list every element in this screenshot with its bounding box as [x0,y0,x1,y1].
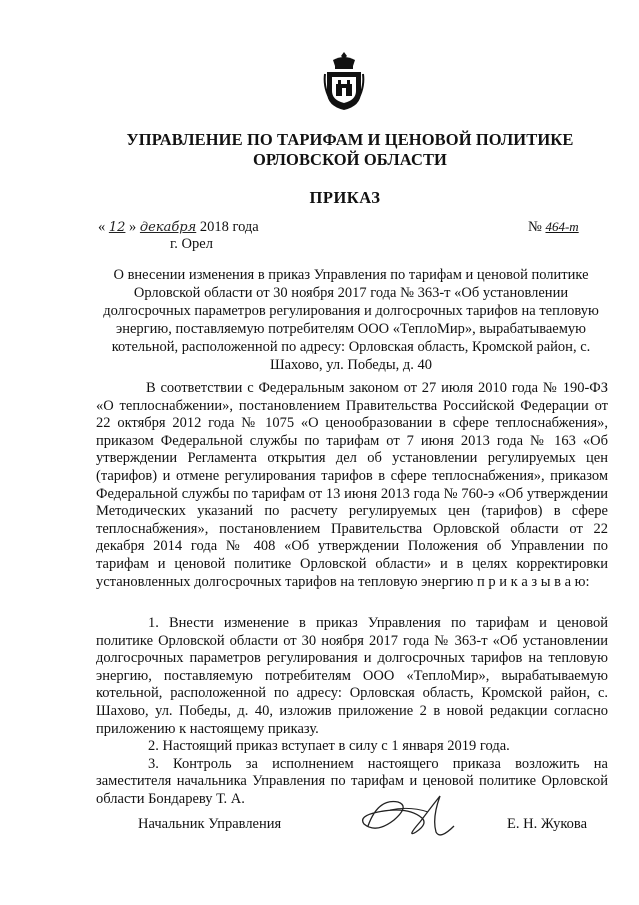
preamble [96,380,608,591]
date-day: 12 [108,220,126,235]
org-line-1: УПРАВЛЕНИЕ ПО ТАРИФАМ И ЦЕНОВОЙ ПОЛИТИКЕ [126,130,574,149]
order-items [96,615,608,809]
date-quote-close: » [129,219,137,235]
org-line-2: ОРЛОВСКОЙ ОБЛАСТИ [252,150,447,169]
preamble-text: В соответствии с Федеральным законом от 27 июля 2010 года № 190-ФЗ «О теплоснабжении», постановлением Правительства Российской Федерации от 22 октября 2012 года № 1075 «О ценообразовании в сфере теплоснабжения», приказом Федеральной службы по тарифам от 7 июня 2013 года № 163 «Об утверждении Регламента открытия дел об установлении регулируемых цен (тарифов) и отмене регулирования тарифов в сфере теплоснабжения», приказом Федеральной службы по тарифам от 13 июня 2013 года № 760-э «Об утверждении Методических указаний по расчету регулируемых цен (тарифов) в сфере теплоснабжения», постановлением Правительства Орловской области от 22 декабря 2014 года № 408 «Об утверждении Положения об Управлении по тарифам и ценовой политике Орловской области» и в целях корректировки установленных долгосрочных тарифов на тепловую энергию п р и к а з ы в а ю: [96,380,608,590]
order-date [98,219,259,236]
order-subject: О внесении изменения в приказ Управления по тарифам и ценовой политике Орловской области от 30 ноября 2017 года № 363-т «Об установлении долгосрочных параметров регулирования и долгосрочных тарифов на тепловую энергию, поставляемую потребителям ООО «ТеплоМир», вырабатываемую котельной, расположенной по адресу: Орловская область, Кромской район, с. Шахово, ул. Победы, д. 40 [103,267,599,373]
date-year: 2018 года [199,219,259,235]
document-type: ПРИКАЗ [309,188,381,207]
order-item: 1. Внести изменение в приказ Управления по тарифам и ценовой политике Орловской области от 30 ноября 2017 года № 363-т «Об установлении долгосрочных параметров регулирования и долгосрочных тарифов на тепловую энергию, поставляемую потребителям ООО «ТеплоМир», вырабатываемую котельной, расположенной по адресу: Орловская область, Кромской район, с. Шахово, ул. Победы, д. 40, изложив приложение 2 в новой редакции согласно приложению к настоящему приказу. [96,615,608,737]
date-quote-open: « [98,219,106,235]
handwritten-signature-icon [350,788,460,848]
signatory-title: Начальник Управления [138,816,282,832]
order-city: г. Орел [170,236,213,252]
order-item: 3. Контроль за исполнением настоящего приказа возложить на заместителя начальника Управления по тарифам и ценовой политике Орловской области Бондареву Т. А. [96,755,608,807]
order-item: 2. Настоящий приказ вступает в силу с 1 января 2019 года. [148,738,510,755]
number-value: 464-т [545,219,579,234]
order-number [528,219,579,236]
date-month: декабря [139,220,197,235]
number-label: № [528,219,542,235]
signatory-name: Е. Н. Жукова [507,816,588,832]
coat-of-arms-icon [323,50,365,112]
organization-name [60,130,639,170]
